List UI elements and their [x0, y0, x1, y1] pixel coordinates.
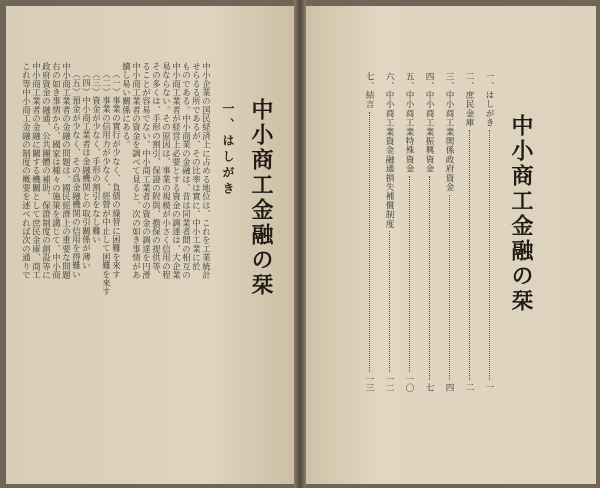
toc-page-number: 二 [464, 383, 474, 392]
body-paragraph: その多くは、手形の割引、保證の附與、擔保の提供等、 [151, 62, 162, 280]
toc-label: 四、中小商工業振興資金 [424, 72, 434, 174]
toc-leader [389, 231, 390, 371]
toc-leader [409, 176, 410, 372]
toc-page-number: 七 [424, 383, 434, 392]
body-paragraph: ることが容易でない。中小商工業者の資金の調達を円滑 [141, 62, 152, 280]
body-paragraph: 中小商工業者の資金を調べて見ると、次の如き事情があ [131, 62, 142, 280]
body-paragraph: 易ならない。その原因は、事業の規模が小さく信用の程 [161, 62, 172, 280]
left-page-title: 中小商工金融の栞 [248, 98, 274, 298]
list-item: （三）資金が少なく、手形の割引をなし難い [91, 70, 102, 244]
body-paragraph: 中小商工業者の金融に關する機關として庶民金庫、商工 [31, 62, 42, 280]
toc-leader [369, 112, 370, 372]
toc-page-number: 一〇 [404, 374, 414, 392]
toc-leader [449, 195, 450, 381]
toc-label: 一、はしがき [484, 72, 494, 128]
toc-entry [442, 72, 456, 392]
body-paragraph: 續し易い關係にある。 [121, 62, 132, 149]
list-item: （四）中小商工業者は金融機関との取引關係が薄い [81, 70, 92, 270]
toc-page-number: 一二 [384, 374, 394, 392]
body-paragraph: これ等中小商工金融の制度の概要を述べれば次の通りで [21, 62, 32, 280]
toc-page-number: 四 [444, 383, 454, 392]
section-heading: 一、はしがき [221, 102, 235, 198]
toc-label: 二、庶民金庫 [464, 72, 474, 128]
toc-leader [429, 176, 430, 380]
toc-page-number: 一三 [364, 374, 374, 392]
toc-entry [462, 72, 476, 392]
body-paragraph: 中小企業の国民経済上に占める地位は、これを工業統計 [201, 62, 212, 280]
toc-entry [362, 72, 376, 392]
list-item: （一）事業の實行が少なく、負債の繰替に困難を來す [111, 70, 122, 279]
toc-label: 三、中小商工業関係政府資金 [444, 72, 454, 192]
list-item: （二）事業の信用力が少なく、經營が中止して困難を來す [101, 70, 112, 296]
body-paragraph: ものである。中小商業の金融は、昔は同業者間の相互の [181, 62, 192, 280]
body-paragraph: せらるる所であるが、その比率は實に、中小工業に於 [191, 62, 202, 271]
body-paragraph: 右の如き事情から、國家は種々の施策を講じて、中小商 [51, 62, 62, 280]
right-page [306, 6, 596, 484]
toc-entry [402, 72, 416, 392]
body-paragraph: 中小商工業者の金融の問題は、國民經濟上の重要な問題 [61, 62, 72, 280]
body-paragraph: 中小商工業者が経営上必要とする資金の調達は、大企業 [171, 62, 182, 280]
toc-label: 七、結言 [364, 72, 374, 109]
toc-label: 六、中小商工業資金融通損失補償制度 [384, 72, 394, 229]
body-paragraph: 政府資金の融通、公共團體の補助、保證制度の創設等に [41, 62, 52, 280]
toc-entry [482, 72, 496, 392]
toc-label: 五、中小商工業特殊資金 [404, 72, 414, 174]
toc-entry [382, 72, 396, 392]
left-page [6, 6, 294, 484]
book-title: 中小商工金融の栞 [508, 114, 534, 314]
list-item: （五）預金が少なく、その爲金融機関の信用を得難い [71, 70, 82, 279]
toc-page-number: 一 [484, 383, 494, 392]
toc-leader [489, 130, 490, 380]
toc-leader [469, 130, 470, 380]
toc-entry [422, 72, 436, 392]
book-gutter [294, 0, 306, 488]
